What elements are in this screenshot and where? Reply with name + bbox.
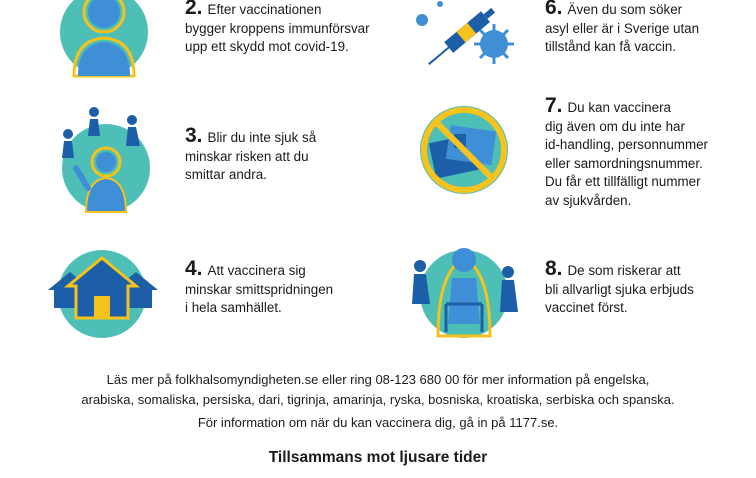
item-text: Att vaccinera sig xyxy=(207,263,306,278)
item-text: Blir du inte sjuk så xyxy=(207,130,317,145)
item-text: eller samordningsnummer. xyxy=(545,155,703,171)
protected-person-icon xyxy=(54,0,154,82)
info-item-6 xyxy=(545,0,699,57)
item-number: 2. xyxy=(185,0,203,19)
info-item-3 xyxy=(185,124,317,185)
item-text: vaccinet först. xyxy=(545,300,628,316)
item-text: Efter vaccinationen xyxy=(207,2,322,17)
item-text: De som riskerar att xyxy=(567,263,681,278)
item-text: Du kan vaccinera xyxy=(567,100,671,115)
info-item-2 xyxy=(185,0,370,57)
item-text: smittar andra. xyxy=(185,167,267,183)
item-text: Du får ett tillfälligt nummer xyxy=(545,174,701,190)
item-number: 4. xyxy=(185,257,203,280)
syringe-virus-icon xyxy=(408,0,528,70)
item-text: tillstånd kan få vaccin. xyxy=(545,39,676,55)
more-info-line: Läs mer på folkhalsomyndigheten.se eller ring 08-123 680 00 för mer information på engelska, xyxy=(106,372,650,387)
item-text: bli allvarligt sjuka erbjuds xyxy=(545,281,694,297)
info-item-4 xyxy=(185,257,334,318)
slogan: Tillsammans mot ljusare tider xyxy=(268,449,488,466)
info-item-8 xyxy=(545,257,694,318)
item-number: 8. xyxy=(545,257,563,280)
item-number: 6. xyxy=(545,0,563,19)
info-item-7 xyxy=(545,94,709,211)
item-text: av sjukvården. xyxy=(545,192,632,208)
item-text: bygger kroppens immunförsvar xyxy=(185,20,370,36)
item-text: i hela samhället. xyxy=(185,300,282,316)
item-number: 3. xyxy=(185,124,203,147)
item-text: Även du som söker xyxy=(567,2,683,17)
item-text: minskar smittspridningen xyxy=(185,281,334,297)
vaccination-info-text: För information om när du kan vaccinera dig, gå in på 1177.se. xyxy=(197,415,559,430)
item-text: minskar risken att du xyxy=(185,148,309,164)
elderly-person-icon xyxy=(408,232,520,342)
more-info-line: arabiska, somaliska, persiska, dari, tigrinja, amarinja, ryska, bosniska, kroatiska, serbiska och spanska. xyxy=(81,392,675,407)
item-text: dig även om du inte har xyxy=(545,118,685,134)
houses-icon xyxy=(46,242,160,342)
item-text: id-handling, personnummer xyxy=(545,137,709,153)
item-text: upp ett skydd mot covid-19. xyxy=(185,39,349,55)
item-number: 7. xyxy=(545,94,563,117)
more-info-text xyxy=(0,370,756,410)
waving-person-icon xyxy=(52,104,158,214)
no-id-document-icon xyxy=(414,100,514,200)
item-text: asyl eller är i Sverige utan xyxy=(545,20,700,36)
